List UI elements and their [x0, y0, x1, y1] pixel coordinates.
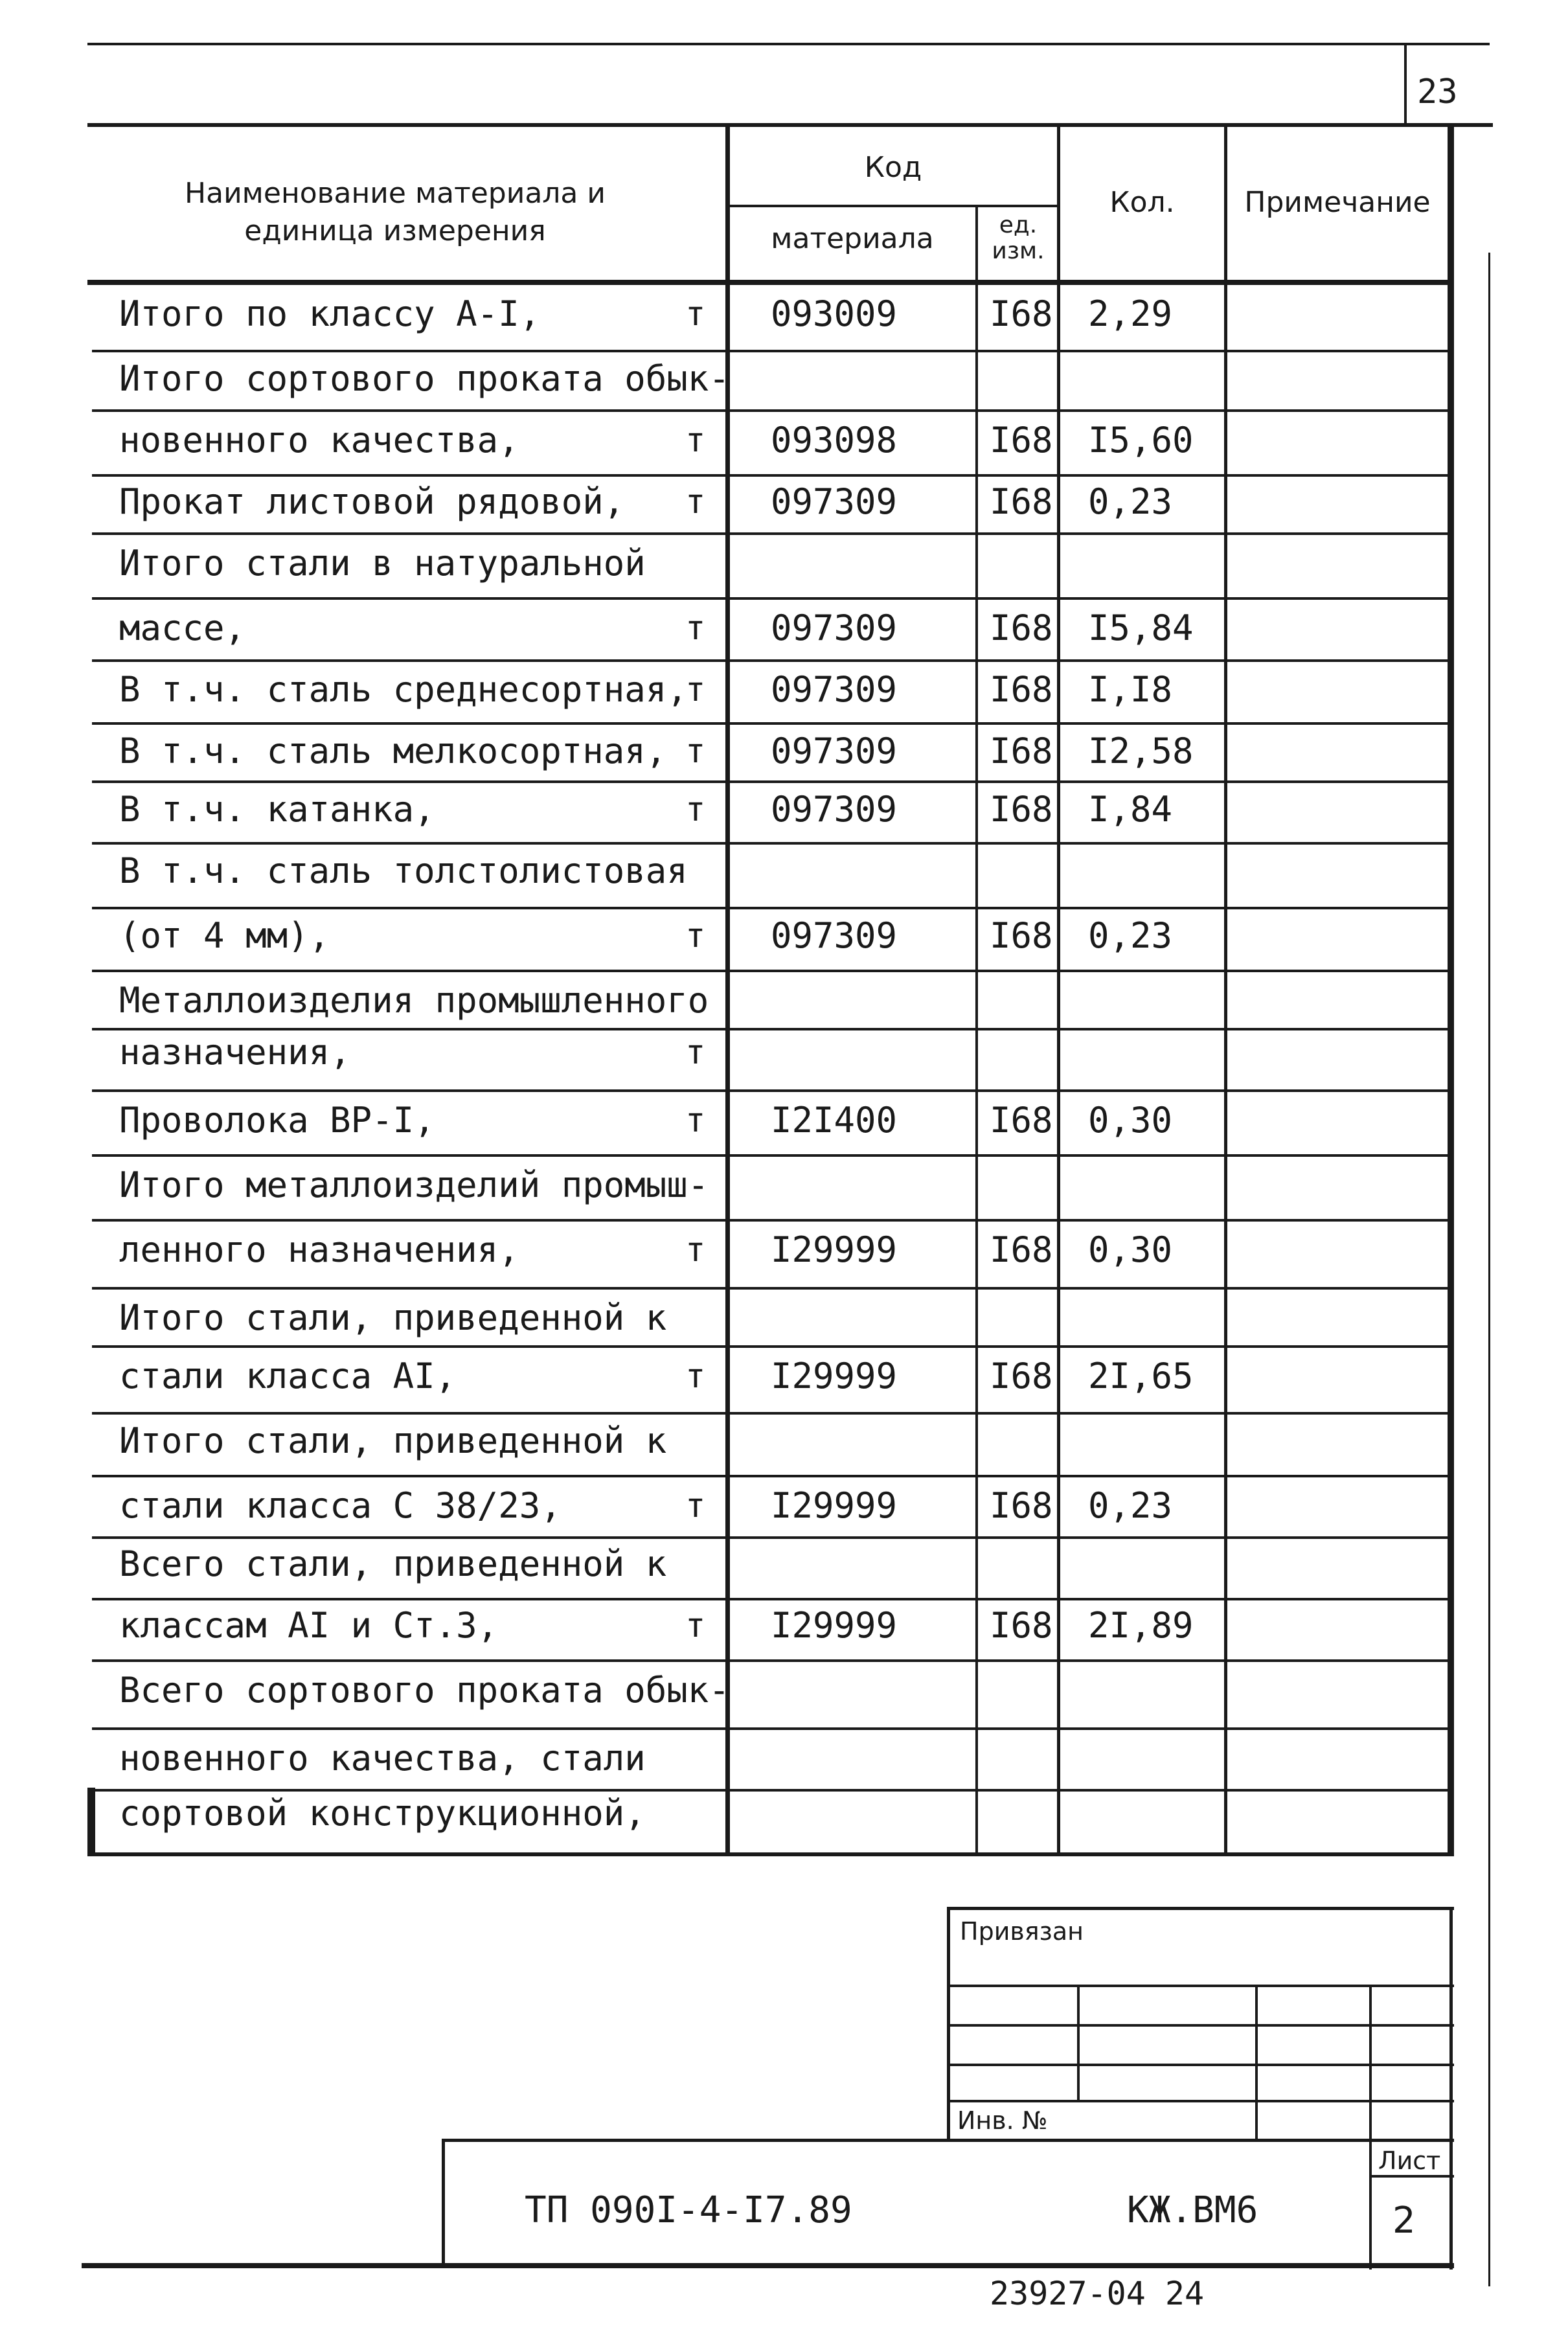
row-separator	[92, 1345, 1452, 1348]
sheet-box-line	[1369, 2175, 1454, 2178]
table-bottom-line	[87, 1852, 1454, 1856]
row-7-code: 097309	[771, 669, 898, 710]
row-18-code: I29999	[771, 1356, 898, 1396]
row-13-unit: т	[685, 1033, 706, 1072]
row-1-uom: I68	[990, 293, 1053, 334]
col-divider-qty	[1057, 127, 1060, 1855]
stamp-grid-line-4	[947, 2100, 1454, 2102]
row-4-uom: I68	[990, 481, 1053, 522]
row-separator	[92, 1287, 1452, 1290]
row-18-uom: I68	[990, 1356, 1053, 1396]
row-20-code: I29999	[771, 1485, 898, 1526]
row-14-code: I2I400	[771, 1100, 898, 1141]
row-6-name: массе,	[119, 608, 246, 648]
row-4-code: 097309	[771, 481, 898, 522]
row-18-qty: 2I,65	[1088, 1356, 1194, 1396]
row-20-name: стали класса С 38/23,	[119, 1485, 562, 1526]
row-11-name: (от 4 мм),	[119, 915, 330, 956]
table-right-border	[1448, 127, 1454, 1855]
row-16-qty: 0,30	[1088, 1229, 1173, 1270]
sheet-number: 2	[1392, 2200, 1416, 2242]
row-23-name: Всего сортового проката обык-	[119, 1670, 730, 1711]
top-border-line	[87, 43, 1490, 45]
row-21-name: Всего стали, приведенной к	[119, 1543, 667, 1584]
row-4-unit: т	[685, 483, 706, 521]
right-margin-line	[1488, 253, 1490, 2286]
row-8-uom: I68	[990, 731, 1053, 771]
row-9-uom: I68	[990, 789, 1053, 830]
row-14-qty: 0,30	[1088, 1100, 1173, 1141]
row-22-code: I29999	[771, 1605, 898, 1646]
row-separator	[92, 722, 1452, 725]
row-separator	[92, 1028, 1452, 1030]
header-unit-column: ед. изм.	[992, 212, 1045, 264]
row-6-unit: т	[685, 609, 706, 648]
row-6-uom: I68	[990, 608, 1053, 648]
row-separator	[92, 1727, 1452, 1730]
row-22-uom: I68	[990, 1605, 1053, 1646]
header-material-column: материала	[771, 222, 934, 255]
header-note-column: Примечание	[1244, 186, 1431, 219]
row-12-name: Металлоизделия промышленного	[119, 980, 709, 1021]
row-18-unit: т	[685, 1357, 706, 1396]
row-8-name: В т.ч. сталь мелкосортная,	[119, 731, 667, 771]
row-7-uom: I68	[990, 669, 1053, 710]
row-20-uom: I68	[990, 1485, 1053, 1526]
row-3-name: новенного качества,	[119, 420, 519, 461]
row-9-qty: I,84	[1088, 789, 1173, 830]
sheet-label: Лист	[1378, 2146, 1441, 2175]
row-separator	[92, 907, 1452, 909]
row-6-code: 097309	[771, 608, 898, 648]
row-19-name: Итого стали, приведенной к	[119, 1420, 667, 1461]
row-1-code: 093009	[771, 293, 898, 334]
row-16-code: I29999	[771, 1229, 898, 1270]
row-20-qty: 0,23	[1088, 1485, 1173, 1526]
row-22-name: классам АI и Ст.3,	[119, 1605, 499, 1646]
row-25-name: сортовой конструкционной,	[119, 1793, 646, 1834]
row-separator	[92, 1154, 1452, 1157]
row-1-qty: 2,29	[1088, 293, 1173, 334]
doc-mark: КЖ.ВМ6	[1127, 2189, 1258, 2231]
row-3-qty: I5,60	[1088, 420, 1194, 461]
header-code-group: Код	[864, 151, 922, 184]
row-separator	[92, 1536, 1452, 1539]
row-separator	[92, 474, 1452, 477]
row-11-qty: 0,23	[1088, 915, 1173, 956]
stamp-bound-label: Привязан	[960, 1917, 1084, 1946]
code-subheader-line	[728, 205, 1058, 207]
footer-number: 23927-04 24	[990, 2275, 1205, 2312]
row-5-name: Итого стали в натуральной	[119, 543, 646, 584]
stamp-grid-vline-3	[1369, 1985, 1372, 2270]
table-top-line	[87, 123, 1493, 127]
row-16-name: ленного назначения,	[119, 1229, 519, 1270]
stamp-grid-line-1	[947, 1985, 1454, 1987]
stamp-grid-line-3	[947, 2064, 1454, 2066]
row-3-code: 093098	[771, 420, 898, 461]
row-7-name: В т.ч. сталь среднесортная,	[119, 669, 688, 710]
page-number-box-left	[1404, 43, 1407, 127]
row-separator	[92, 597, 1452, 600]
row-separator	[92, 532, 1452, 535]
row-16-unit: т	[685, 1231, 706, 1269]
row-separator	[92, 1475, 1452, 1477]
row-4-qty: 0,23	[1088, 481, 1173, 522]
table-left-border	[87, 1788, 95, 1855]
row-9-name: В т.ч. катанка,	[119, 789, 435, 830]
row-separator	[92, 1598, 1452, 1600]
title-block-top-line	[442, 2139, 1454, 2142]
row-3-unit: т	[685, 421, 706, 460]
header-name-column: Наименование материала и единица измерения	[185, 177, 606, 247]
row-1-unit: т	[685, 295, 706, 334]
stamp-top-line	[947, 1907, 1454, 1910]
row-18-name: стали класса АI,	[119, 1356, 457, 1396]
row-11-unit: т	[685, 916, 706, 955]
row-4-name: Прокат листовой рядовой,	[119, 481, 625, 522]
row-separator	[92, 1219, 1452, 1222]
row-11-uom: I68	[990, 915, 1053, 956]
row-separator	[92, 659, 1452, 662]
stamp-left-line	[947, 1907, 950, 2140]
row-14-uom: I68	[990, 1100, 1053, 1141]
row-22-qty: 2I,89	[1088, 1605, 1194, 1646]
row-16-uom: I68	[990, 1229, 1053, 1270]
row-8-qty: I2,58	[1088, 731, 1194, 771]
row-9-unit: т	[685, 790, 706, 829]
row-15-name: Итого металлоизделий промыш-	[119, 1165, 709, 1205]
stamp-right-line	[1449, 1907, 1453, 2270]
row-22-unit: т	[685, 1606, 706, 1645]
row-14-name: Проволока ВР-I,	[119, 1100, 435, 1141]
row-separator	[92, 1412, 1452, 1415]
row-separator	[92, 842, 1452, 845]
row-1-name: Итого по классу А-I,	[119, 293, 541, 334]
row-2-name: Итого сортового проката обык-	[119, 358, 730, 399]
title-block-bottom-line	[82, 2263, 1454, 2268]
row-17-name: Итого стали, приведенной к	[119, 1297, 667, 1338]
row-11-code: 097309	[771, 915, 898, 956]
col-divider-note	[1224, 127, 1227, 1855]
row-separator	[92, 409, 1452, 412]
header-qty-column: Кол.	[1109, 186, 1175, 219]
stamp-grid-line-2	[947, 2024, 1454, 2027]
stamp-inv-label: Инв. №	[957, 2106, 1048, 2135]
row-14-unit: т	[685, 1101, 706, 1140]
row-20-unit: т	[685, 1486, 706, 1525]
page-number: 23	[1417, 73, 1458, 111]
title-block-left-line	[442, 2139, 445, 2268]
row-8-unit: т	[685, 732, 706, 771]
row-separator	[92, 1659, 1452, 1662]
row-6-qty: I5,84	[1088, 608, 1194, 648]
stamp-grid-vline-2	[1255, 1985, 1258, 2140]
row-7-unit: т	[685, 670, 706, 709]
row-24-name: новенного качества, стали	[119, 1738, 646, 1779]
row-separator	[92, 1089, 1452, 1092]
table-header-bottom-line	[87, 280, 1454, 285]
row-separator	[92, 350, 1452, 352]
row-3-uom: I68	[990, 420, 1053, 461]
row-7-qty: I,I8	[1088, 669, 1173, 710]
stamp-grid-vline-1	[1077, 1985, 1080, 2101]
row-separator	[92, 780, 1452, 783]
doc-code: ТП 090I-4-I7.89	[525, 2189, 852, 2231]
row-9-code: 097309	[771, 789, 898, 830]
row-separator	[92, 970, 1452, 972]
row-13-name: назначения,	[119, 1032, 351, 1073]
row-10-name: В т.ч. сталь толстолистовая	[119, 850, 688, 891]
row-separator	[92, 1789, 1452, 1792]
row-8-code: 097309	[771, 731, 898, 771]
